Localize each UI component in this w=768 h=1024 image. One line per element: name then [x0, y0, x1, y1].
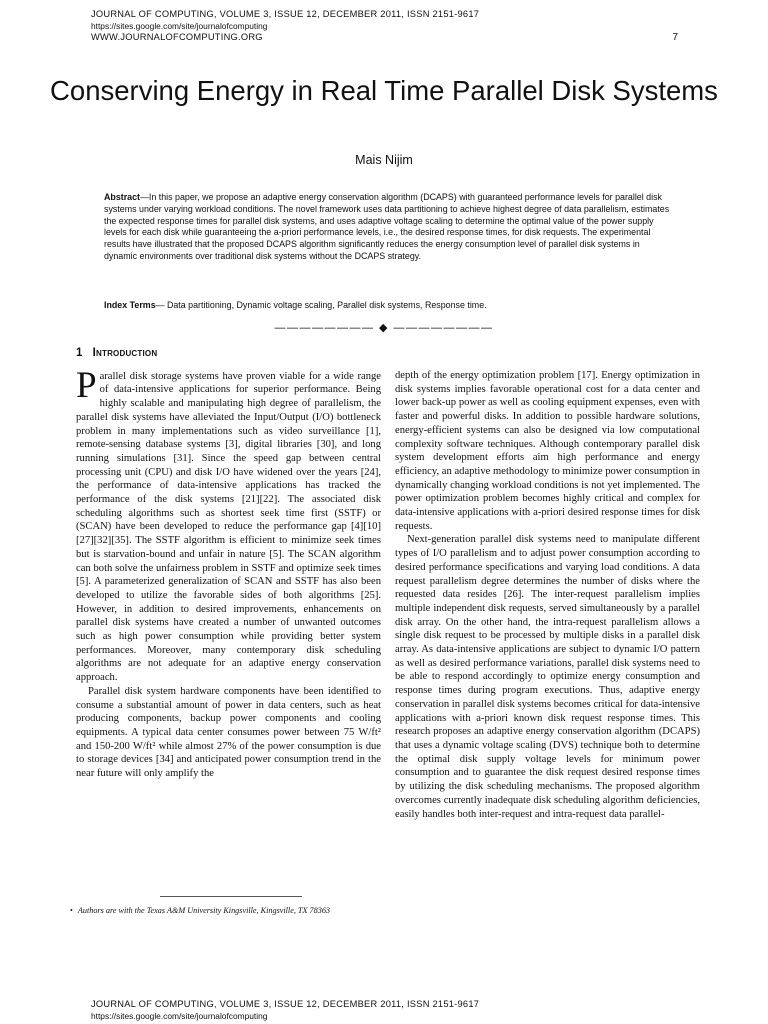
section-number: 1 [76, 347, 83, 359]
right-paragraph-2: Next-generation parallel disk systems need to manipulate different types of I/O parallelism and to adjust power consumption according to desired performance specifications and varying load conditions. A data request parallelism degree determines the number of disks where the requested data resides [26]. The inter-request parallelism implies multiple independent disk requests, served simultaneously by a parallel disk array. On the other hand, the intra-request parallelism allows a single disk request to be processed by multiple disks in a parallel disk array. As data-intensive applications are subject to dynamic I/O pattern as well as desired performance variations, parallel disk systems need to be able to respond accordingly to optimize energy consumption and response times during program executions. Thus, adaptive energy conservation in parallel disk systems becomes critical for data-intensive applications with a-priori known disk request response times. This research proposes an adaptive energy conservation algorithm (DCAPS) that uses a dynamic voltage scaling (DVS) technique both to determine the optimal disk supply voltage levels for minimum power consumption and to guarantee the disk request desired response times by utilizing the disk scheduling mechanisms. The proposed algorithm overcomes currently inadequate disk scheduling algorithm deficiencies, easily handles both inter-request and intra-request data parallel- [395, 534, 700, 820]
drop-cap: P [76, 364, 97, 406]
index-terms [104, 300, 674, 312]
running-footer [91, 999, 691, 1022]
footnote-bullet: • [70, 906, 73, 915]
index-terms-text: — Data partitioning, Dynamic voltage scaling, Parallel disk systems, Response time. [155, 300, 487, 310]
footnote-text: Authors are with the Texas A&M University Kingsville, Kingsville, TX 78363 [77, 906, 331, 915]
footer-url-link[interactable]: https://sites.google.com/site/journalofcomputing [91, 1010, 268, 1021]
running-header [91, 9, 691, 44]
left-column [76, 347, 381, 781]
footnote [70, 905, 380, 917]
abstract [104, 192, 674, 263]
footnote-rule [160, 896, 302, 897]
paper-author: Mais Nijim [355, 153, 413, 167]
intro-paragraph-1-text: arallel disk storage systems have proven viable for a wide range of data-intensive applications for superior performance. Being highly scalable and manipulating high degree of parallelism, the parallel disk systems have alleviated the Input/Output (I/O) bottleneck problem in many implementations such as video surveillance [1], remote-sensing database systems [3], digital libraries [30], and long running simulations [31]. Since the speed gap between central processing unit (CPU) and disk I/O have widened over the years [24], the performance of data-intensive applications has tracked the performance of the disk systems [21][22]. The associated disk scheduling algorithms such as shortest seek time first (SSTF) or (SCAN) have been developed to reduce the performance gap [4][10][27][32][35]. The SSTF algorithm is efficient to minimize seek times but is starvation-bound and unfair in nature [5]. The SCAN algorithm can both solve the unfairness problem in SSTF and optimize seek times [5]. A parameterized generalization of SCAN and SSTF has also been developed to utilize the favorable sides of both algorithms [25]. However, in addition to desired improvements, enhancements on parallel disk systems have created a number of unwanted outcomes such as high power consumption while providing better system performances. Moreover, many contemporary disk scheduling algorithms are not adequate for an adaptive energy conservation approach. [76, 370, 381, 684]
index-terms-label: Index Terms [104, 300, 156, 310]
section-title: Introduction [92, 347, 158, 359]
header-website-link[interactable]: WWW.JOURNALOFCOMPUTING.ORG [91, 32, 263, 42]
page-number: 7 [672, 32, 678, 43]
section-heading [76, 347, 381, 361]
right-column [395, 369, 700, 821]
header-url-link[interactable]: https://sites.google.com/site/journalofcomputing [91, 20, 268, 31]
section-divider: ———————— ◆ ———————— [274, 322, 494, 334]
intro-paragraph-2: Parallel disk system hardware components have been identified to consume a substantial amount of power in data centers, such as heat producing components, backup power components and cooling equipments. A typical data center consumes power between 75 W/ft² and 150-200 W/ft² while almost 27% of the power consumption is due to storage devices [34] and anticipated power consumption trend in the near future will only amplify the [76, 685, 381, 780]
abstract-label: Abstract [104, 192, 141, 202]
footer-journal-line: JOURNAL OF COMPUTING, VOLUME 3, ISSUE 12, DECEMBER 2011, ISSN 2151-9617 [91, 999, 480, 1009]
paper-title: Conserving Energy in Real Time Parallel Disk Systems [50, 75, 718, 106]
intro-paragraph-1 [76, 364, 381, 685]
abstract-text: —In this paper, we propose an adaptive energy conservation algorithm (DCAPS) with guaranteed performance levels for parallel disk systems under varying workload conditions. The novel framework uses data partitioning to achieve highest degree of data parallelism, estimates the expected response times for parallel disk systems, and uses adaptive voltage scaling to determine the optimal value of the power supply levels for each disk while guaranteeing the a-priori performance levels, i.e., the desired response times, for disk requests. The experimental results have illustrated that the proposed DCAPS algorithm significantly reduces the energy consumption level of parallel disk systems in dynamic environments over traditional disk systems without the DCAPS strategy. [104, 192, 670, 261]
header-journal-line: JOURNAL OF COMPUTING, VOLUME 3, ISSUE 12, DECEMBER 2011, ISSN 2151-9617 [91, 9, 480, 19]
right-paragraph-1: depth of the energy optimization problem [17]. Energy optimization in disk systems implies favorable operational cost for a data center and lower back-up power as well as cooling equipment expenses, even with faster and powerful disks. In addition to possible hardware solutions, energy-efficient systems can also be designed via low computational complexity software techniques. Although contemporary parallel disk system development efforts aim high performance and energy efficiency, an adaptive methodology to minimize power consumption in dynamically changing workload conditions is not yet implemented. The power optimization problem becomes highly critical and complex for data-intensive applications with a-priori desired response times for disk requests. [395, 370, 700, 532]
